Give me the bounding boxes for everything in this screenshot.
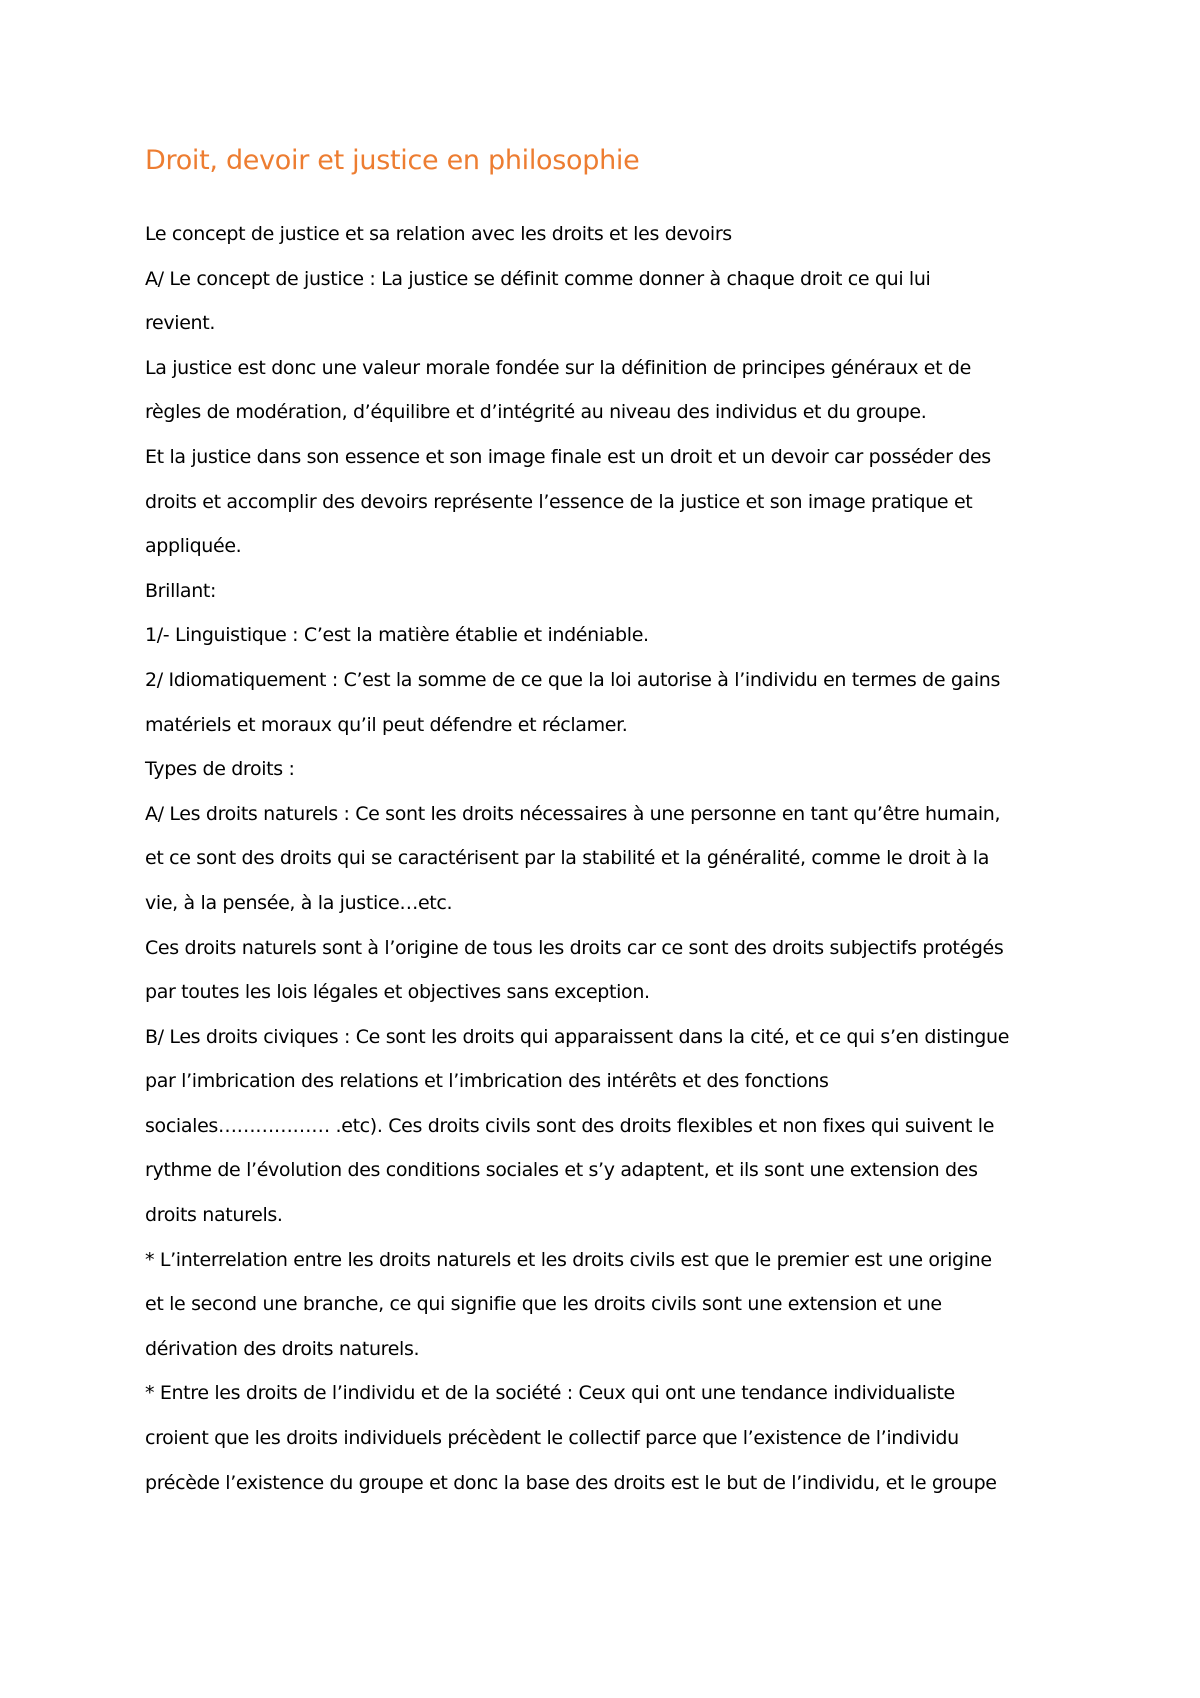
paragraph-line: dérivation des droits naturels. [145, 1337, 420, 1360]
paragraph-line: Brillant: [145, 579, 217, 602]
paragraph-line: rythme de l’évolution des conditions sociales et s’y adaptent, et ils sont une extension des [145, 1159, 978, 1182]
paragraph-line: revient. [145, 312, 216, 335]
paragraph-line: 2/ Idiomatiquement : C’est la somme de ce que la loi autorise à l’individu en termes de gains [145, 668, 1001, 691]
paragraph-line: B/ Les droits civiques : Ce sont les droits qui apparaissent dans la cité, et ce qui s’en distingue [145, 1025, 1010, 1048]
paragraph-line: sociales……………… .etc). Ces droits civils sont des droits flexibles et non fixes qui suivent le [145, 1114, 995, 1137]
paragraph-line: croient que les droits individuels précèdent le collectif parce que l’existence de l’individu [145, 1427, 959, 1450]
paragraph-line: matériels et moraux qu’il peut défendre et réclamer. [145, 713, 628, 736]
paragraph-line: droits naturels. [145, 1204, 283, 1227]
paragraph-line: A/ Les droits naturels : Ce sont les droits nécessaires à une personne en tant qu’être humain, [145, 802, 1001, 825]
paragraph-line: vie, à la pensée, à la justice…etc. [145, 891, 453, 914]
paragraph-line: par toutes les lois légales et objectives sans exception. [145, 981, 650, 1004]
paragraph-line: Et la justice dans son essence et son image finale est un droit et un devoir car posséder des [145, 445, 991, 468]
paragraph-line: précède l’existence du groupe et donc la base des droits est le but de l’individu, et le groupe [145, 1471, 997, 1494]
paragraph-line: * L’interrelation entre les droits naturels et les droits civils est que le premier est une origine [145, 1248, 992, 1271]
paragraph-line: Ces droits naturels sont à l’origine de tous les droits car ce sont des droits subjectifs protégés [145, 936, 1004, 959]
paragraph-line: appliquée. [145, 535, 242, 558]
document-title: Droit, devoir et justice en philosophie [145, 145, 640, 176]
paragraph-line: droits et accomplir des devoirs représente l’essence de la justice et son image pratique et [145, 490, 973, 513]
paragraph-line: règles de modération, d’équilibre et d’intégrité au niveau des individus et du groupe. [145, 401, 927, 424]
paragraph-line: A/ Le concept de justice : La justice se définit comme donner à chaque droit ce qui lui [145, 267, 931, 290]
paragraph-line: et ce sont des droits qui se caractérisent par la stabilité et la généralité, comme le droit à la [145, 847, 989, 870]
paragraph-line: par l’imbrication des relations et l’imbrication des intérêts et des fonctions [145, 1070, 829, 1093]
paragraph-line: La justice est donc une valeur morale fondée sur la définition de principes généraux et de [145, 356, 971, 379]
paragraph-line: Le concept de justice et sa relation avec les droits et les devoirs [145, 223, 732, 245]
document-body [145, 212, 1080, 1505]
paragraph-line: Types de droits : [145, 758, 295, 781]
paragraph-line: * Entre les droits de l’individu et de la société : Ceux qui ont une tendance individualiste [145, 1382, 955, 1405]
paragraph-line: 1/- Linguistique : C’est la matière établie et indéniable. [145, 624, 649, 647]
paragraph-line: et le second une branche, ce qui signifie que les droits civils sont une extension et une [145, 1293, 942, 1316]
